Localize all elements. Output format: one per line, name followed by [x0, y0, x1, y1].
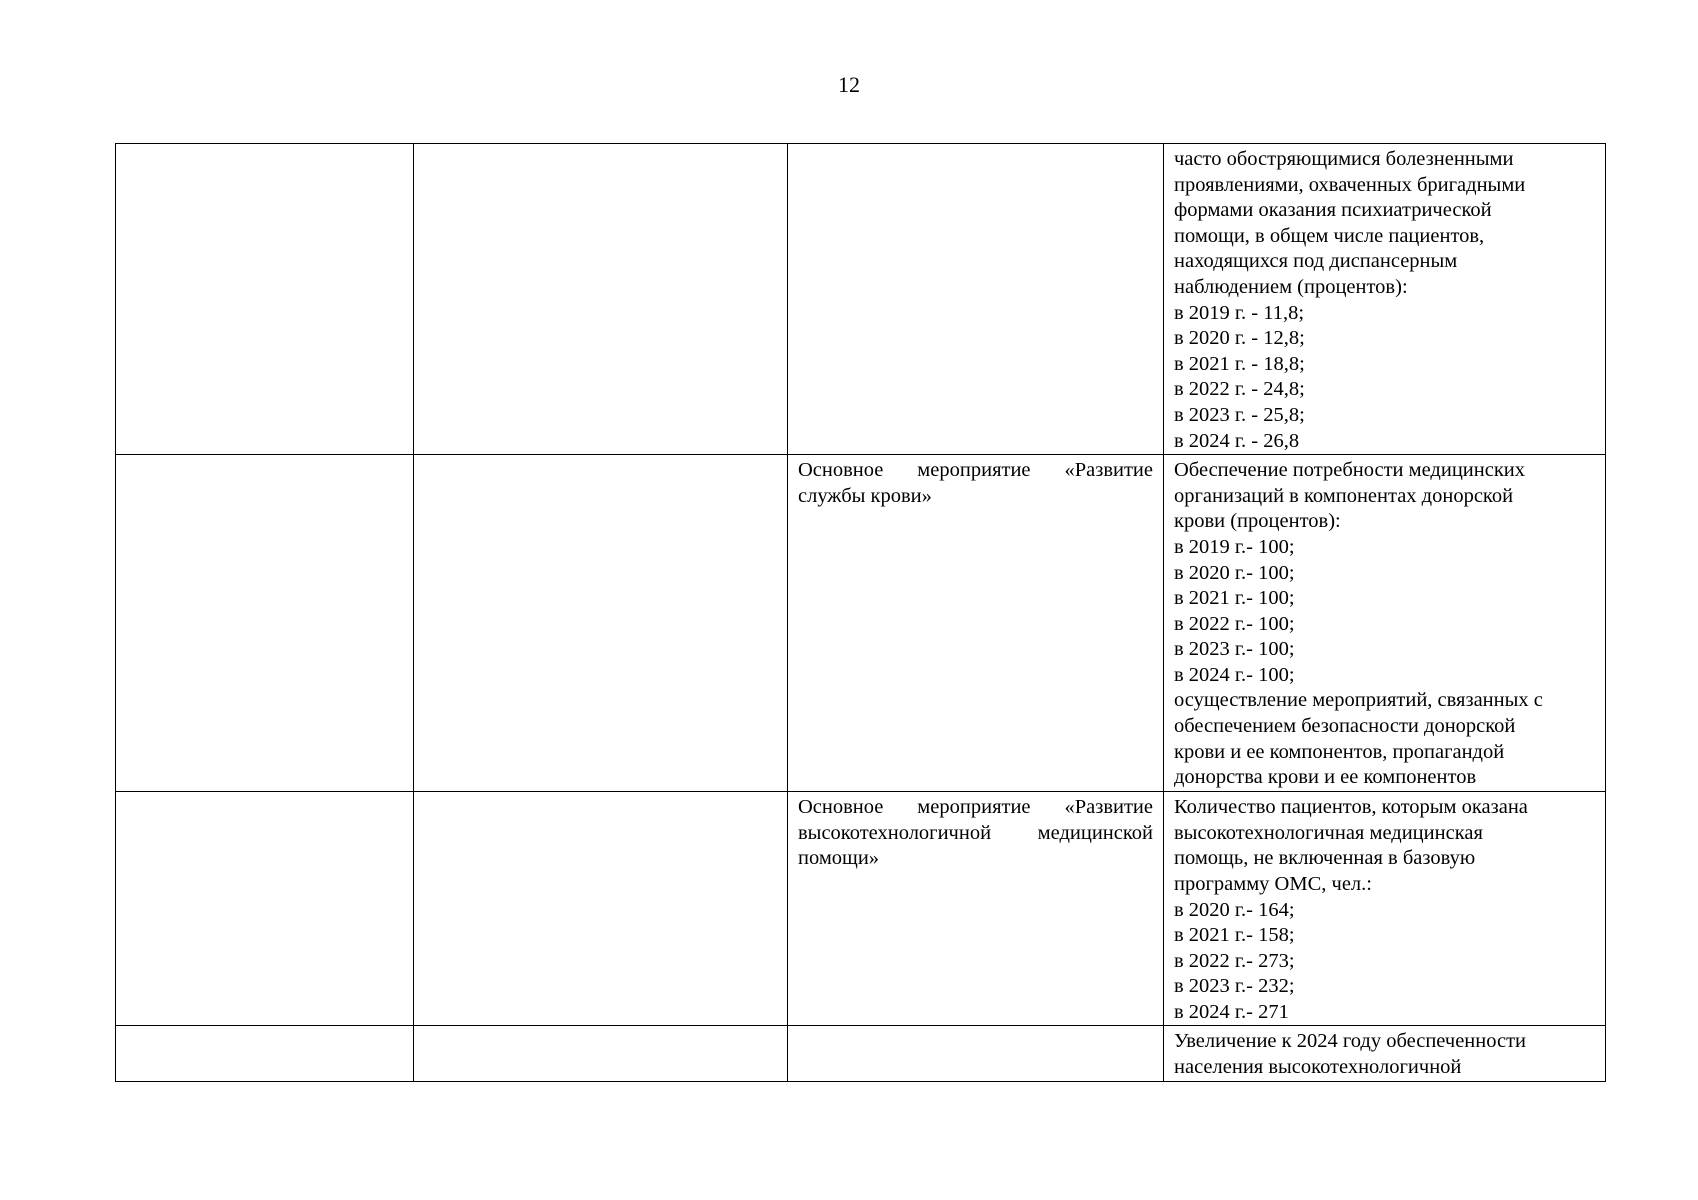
indicator-line: населения высокотехнологичной	[1174, 1056, 1462, 1079]
empty-cell	[116, 455, 414, 792]
indicator-line: в 2021 г.- 158;	[1174, 924, 1295, 947]
indicator-line: обеспечением безопасности донорской	[1174, 715, 1516, 738]
indicator-line: осуществление мероприятий, связанных с	[1174, 689, 1543, 712]
indicator-line: помощи, в общем числе пациентов,	[1174, 224, 1485, 247]
indicator-line: проявлениями, охваченных бригадными	[1174, 173, 1526, 196]
empty-cell	[414, 455, 788, 792]
indicator-line: в 2019 г. - 11,8;	[1174, 301, 1305, 324]
indicator-line: в 2022 г.- 273;	[1174, 949, 1295, 972]
indicator-line: в 2024 г. - 26,8	[1174, 429, 1300, 452]
indicator-line: в 2020 г. - 12,8;	[1174, 327, 1305, 350]
indicator-line: в 2021 г. - 18,8;	[1174, 352, 1305, 375]
table-row	[116, 455, 1606, 792]
table-row	[116, 792, 1606, 1026]
indicator-line: помощь, не включенная в базовую	[1174, 847, 1476, 870]
page-number: 12	[838, 72, 860, 97]
indicator-cell	[1164, 792, 1606, 1026]
indicator-line: формами оказания психиатрической	[1174, 199, 1492, 222]
indicator-line: в 2023 г.- 100;	[1174, 638, 1295, 661]
indicator-line: Количество пациентов, которым оказана	[1174, 796, 1528, 819]
program-table	[115, 143, 1606, 1082]
measure-cell	[788, 1026, 1164, 1081]
indicator-line: находящихся под диспансерным	[1174, 250, 1458, 273]
indicator-line: в 2020 г.- 100;	[1174, 561, 1295, 584]
indicator-line: Увеличение к 2024 году обеспеченности	[1174, 1030, 1527, 1053]
indicator-line: крови и ее компонентов, пропагандой	[1174, 740, 1505, 763]
measure-cell	[788, 144, 1164, 455]
empty-cell	[414, 144, 788, 455]
empty-cell	[414, 1026, 788, 1081]
indicator-line: в 2019 г.- 100;	[1174, 535, 1295, 558]
table-row	[116, 1026, 1606, 1081]
indicator-line: организаций в компонентах донорской	[1174, 484, 1514, 507]
empty-cell	[116, 144, 414, 455]
indicator-cell	[1164, 1026, 1606, 1081]
indicator-line: программу ОМС, чел.:	[1174, 872, 1372, 895]
empty-cell	[116, 1026, 414, 1081]
indicator-line: Обеспечение потребности медицинских	[1174, 459, 1526, 482]
indicator-line: наблюдением (процентов):	[1174, 275, 1408, 298]
indicator-line: высокотехнологичная медицинская	[1174, 821, 1483, 844]
indicator-line: в 2022 г.- 100;	[1174, 612, 1295, 635]
indicator-line: часто обостряющимися болезненными	[1174, 148, 1514, 170]
indicator-cell	[1164, 455, 1606, 792]
indicator-line: в 2021 г.- 100;	[1174, 587, 1295, 610]
indicator-line: донорства крови и ее компонентов	[1174, 766, 1477, 789]
indicator-line: в 2024 г.- 271	[1174, 1000, 1289, 1023]
measure-cell: Основное мероприятие «Развитие службы крови»	[788, 455, 1164, 792]
empty-cell	[116, 792, 414, 1026]
measure-cell: Основное мероприятие «Развитие высокотехнологичной медицинской помощи»	[788, 792, 1164, 1026]
empty-cell	[414, 792, 788, 1026]
indicator-line: в 2020 г.- 164;	[1174, 898, 1295, 921]
indicator-line: крови (процентов):	[1174, 510, 1341, 533]
indicator-line: в 2024 г.- 100;	[1174, 663, 1295, 686]
indicator-line: в 2023 г. - 25,8;	[1174, 403, 1305, 426]
indicator-cell	[1164, 144, 1606, 455]
indicator-line: в 2023 г.- 232;	[1174, 975, 1295, 998]
indicator-line: в 2022 г. - 24,8;	[1174, 378, 1305, 401]
table-row	[116, 144, 1606, 455]
